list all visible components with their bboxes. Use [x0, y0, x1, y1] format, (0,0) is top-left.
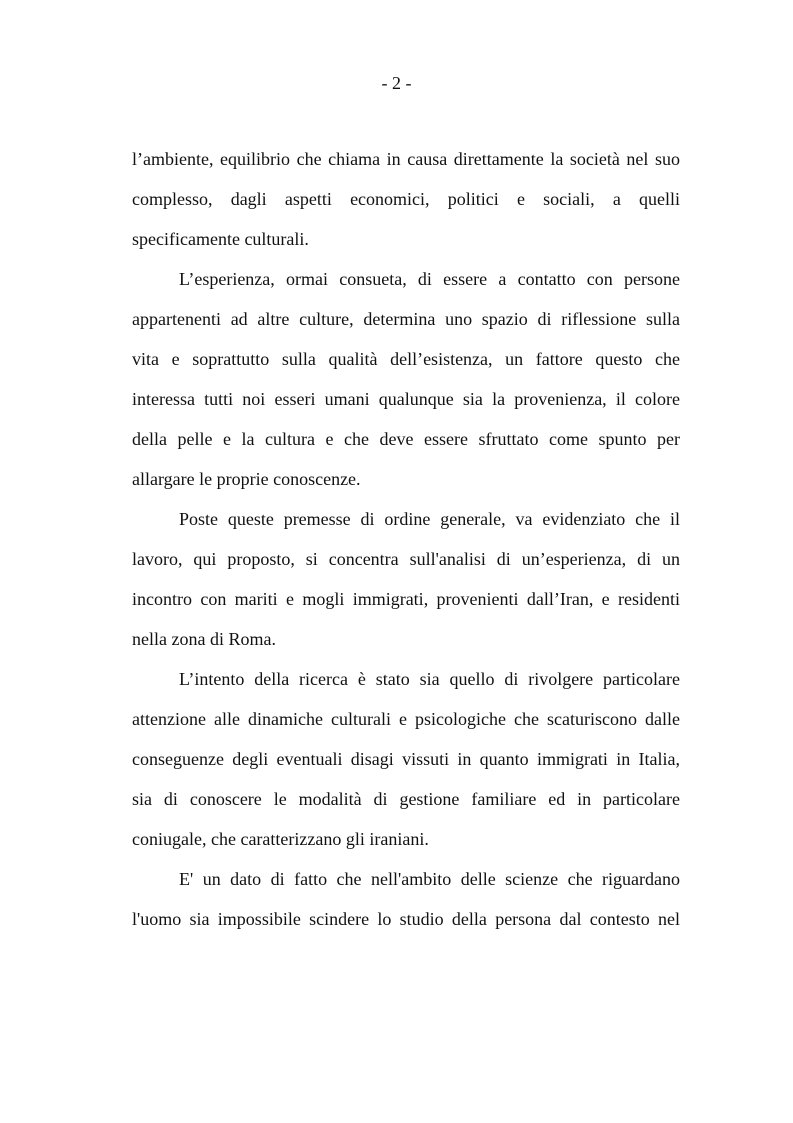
text-line: coniugale, che caratterizzano gli iraniani.	[132, 829, 429, 849]
text-line: l'uomo sia impossibile scindere lo studio della persona dal contesto nel	[132, 909, 680, 929]
text-line: E' un dato di fatto che nell'ambito delle scienze che riguardano	[179, 869, 680, 889]
text-line: incontro con mariti e mogli immigrati, provenienti dall’Iran, e residenti	[132, 589, 680, 609]
text-line: Poste queste premesse di ordine generale, va evidenziato che il	[179, 509, 680, 529]
page-number: - 2 -	[381, 73, 412, 93]
text-line: L’esperienza, ormai consueta, di essere a contatto con persone	[179, 269, 680, 289]
paragraph-1	[132, 142, 680, 262]
body-text	[132, 142, 680, 942]
text-line: della pelle e la cultura e che deve essere sfruttato come spunto per	[132, 429, 680, 449]
text-line: interessa tutti noi esseri umani qualunque sia la provenienza, il colore	[132, 389, 680, 409]
text-line: L’intento della ricerca è stato sia quello di rivolgere particolare	[179, 669, 680, 689]
text-line: complesso, dagli aspetti economici, politici e sociali, a quelli	[132, 189, 680, 209]
text-line: attenzione alle dinamiche culturali e psicologiche che scaturiscono dalle	[132, 709, 680, 729]
paragraph-4	[132, 662, 680, 862]
text-line: lavoro, qui proposto, si concentra sull'analisi di un’esperienza, di un	[132, 549, 680, 569]
paragraph-3	[132, 502, 680, 662]
paragraph-5	[132, 862, 680, 942]
text-line: nella zona di Roma.	[132, 629, 276, 649]
text-line: sia di conoscere le modalità di gestione familiare ed in particolare	[132, 789, 680, 809]
paragraph-2	[132, 262, 680, 502]
text-line: l’ambiente, equilibrio che chiama in causa direttamente la società nel suo	[132, 149, 680, 169]
text-line: allargare le proprie conoscenze.	[132, 469, 361, 489]
text-line: appartenenti ad altre culture, determina uno spazio di riflessione sulla	[132, 309, 680, 329]
text-line: specificamente culturali.	[132, 229, 309, 249]
text-line: conseguenze degli eventuali disagi vissuti in quanto immigrati in Italia,	[132, 749, 680, 769]
text-line: vita e soprattutto sulla qualità dell’esistenza, un fattore questo che	[132, 349, 680, 369]
